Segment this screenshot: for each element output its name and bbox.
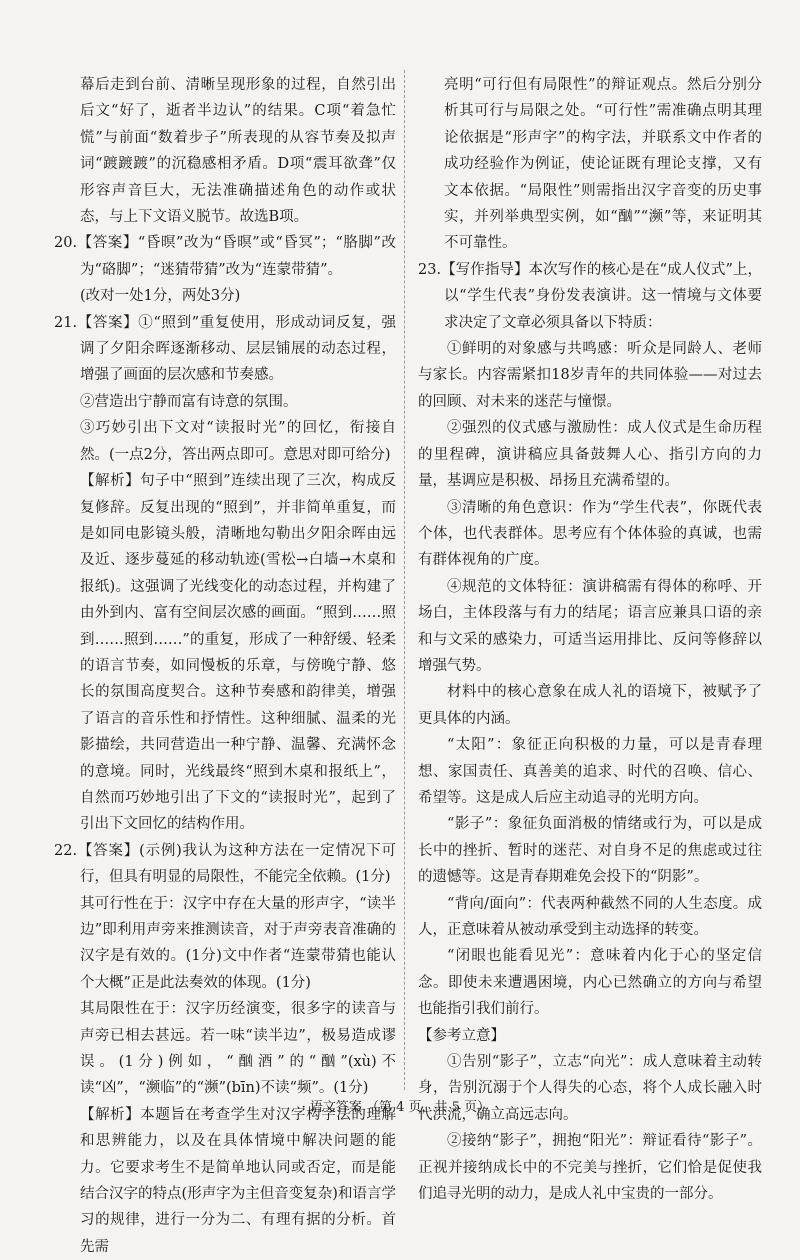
right-column-paragraph: “背向/面向”：代表两种截然不同的人生态度。成人，正意味着从被动承受到主动选择的转变。	[418, 895, 762, 938]
left-column-paragraph: 21.【答案】①“照到”重复使用，形成动词反复，强调了夕阳余晖逐渐移动、层层铺展的动态过程，增强了画面的层次感和节奏感。	[54, 314, 396, 384]
right-column-paragraph: 23.【写作指导】本次写作的核心是在“成人仪式”上，以“学生代表”身份发表演讲。这一情境与文体要求决定了文章必须具备以下特质：	[418, 261, 762, 331]
left-column-paragraph: 【解析】本题旨在考查学生对汉字构字法的理解和思辨能力，以及在具体情境中解决问题的能力。它要求考生不是简单地认同或否定，而是能结合汉字的特点(形声字为主但音变复杂)和语言学习的规律，进行一分为二、有理有据的分析。首先需	[80, 1106, 396, 1255]
left-column-paragraph: ③巧妙引出下文对“读报时光”的回忆，衔接自然。(一点2分，答出两点即可。意思对即可给分)	[80, 420, 396, 463]
right-column-paragraph: ④规范的文体特征：演讲稿需有得体的称呼、开场白，主体段落与有力的结尾；语言应兼具口语的亲和与文采的感染力，可适当运用排比、反问等修辞以增强气势。	[418, 578, 762, 674]
left-column	[54, 72, 396, 1255]
right-column-paragraph: ①告别“影子”，立志“向光”：成人意味着主动转身，告别沉溺于个人得失的心态，将个人成长融入时代洪流，确立高远志向。	[418, 1054, 762, 1123]
right-column-paragraph: “影子”：象征负面消极的情绪或行为，可以是成长中的挫折、暂时的迷茫、对自身不足的焦虑或过往的遗憾等。这是青春期难免会投下的“阴影”。	[418, 816, 762, 886]
left-column-paragraph: 22.【答案】(示例)我认为这种方法在一定情况下可行，但具有明显的局限性，不能完全依赖。(1分)	[54, 842, 396, 886]
left-column-paragraph: 20.【答案】“昏暝”改为“昏暝”或“昏冥”；“胳脚”改为“硌脚”；“迷猜带猜”改为“连蒙带猜”。	[54, 235, 396, 278]
right-column-paragraph: ①鲜明的对象感与共鸣感：听众是同龄人、老师与家长。内容需紧扣18岁青年的共同体验——对过去的回顾、对未来的迷茫与憧憬。	[418, 341, 762, 410]
left-column-paragraph: 幕后走到台前、清晰呈现形象的过程，自然引出后文“好了，逝者半边认”的结果。C项“着急忙慌”与前面“数着步子”所表现的从容节奏及拟声词“踱踱踱”的沉稳感相矛盾。D项“震耳欲聋”仅形容声音巨大，无法准确描述角色的动作或状态，与上下文语义脱节。故选B项。	[80, 77, 396, 226]
left-column-paragraph: 其局限性在于：汉字历经演变，很多字的读音与声旁已相去甚远。若一味“读半边”，极易造成谬误。(1分)例如，“酗酒”的“酗”(xù)不读“凶”，“濒临”的“濒”(bīn)不读“频”。(1分)	[80, 1001, 396, 1097]
right-column-paragraph: 亮明“可行但有局限性”的辩证观点。然后分别分析其可行与局限之处。“可行性”需准确点明其理论依据是“形声字”的构字法，并联系文中作者的成功经验作为例证，使论证既有理论支撑，又有文本依据。“局限性”则需指出汉字音变的历史事实，并列举典型实例，如“酗”“濒”等，来证明其不可靠性。	[444, 77, 762, 252]
left-column-paragraph: 其可行性在于：汉字中存在大量的形声字，“读半边”即利用声旁来推测读音，对于声旁表音准确的汉字是有效的。(1分)文中作者“连蒙带猜也能认个大概”正是此法奏效的体现。(1分)	[80, 895, 396, 991]
right-column-paragraph: “太阳”：象征正向积极的力量，可以是青春理想、家国责任、真善美的追求、时代的召唤、信心、希望等。这是成人后应主动追寻的光明方向。	[418, 737, 762, 806]
column-divider	[404, 70, 405, 1090]
right-column-paragraph: “闭眼也能看见光”：意味着内化于心的坚定信念。即使未来遭遇困境，内心已然确立的方向与希望也能指引我们前行。	[418, 948, 762, 1018]
left-column-paragraph: ②营造出宁静而富有诗意的氛围。	[80, 393, 298, 410]
right-column-paragraph: ③清晰的角色意识：作为“学生代表”，你既代表个体，也代表群体。思考应有个体体验的真诚，也需有群体视角的广度。	[418, 499, 762, 569]
right-column-paragraph: ②接纳“影子”，拥抱“阳光”：辩证看待“影子”。正视并接纳成长中的不完美与挫折，它们恰是促使我们追寻光明的动力，是成人礼中宝贵的一部分。	[418, 1133, 762, 1203]
page-footer: · 语文答案 （第 4 页，共 5 页） ·	[301, 1100, 499, 1115]
right-column-paragraph: 材料中的核心意象在成人礼的语境下，被赋予了更具体的内涵。	[418, 684, 762, 727]
left-column-paragraph: 【解析】句子中“照到”连续出现了三次，构成反复修辞。反复出现的“照到”，并非简单重复，而是如同电影镜头般，清晰地勾勒出夕阳余晖由远及近、逐步蔓延的移动轨迹(雪松→白墙→木桌和报纸)。这强调了光线变化的动态过程，并构建了由外到内、富有空间层次感的画面。“照到……照到……照到……”的重复，形成了一种舒缓、轻柔的语言节奏，如同慢板的乐章，与傍晚宁静、悠长的氛围高度契合。这种节奏感和韵律美，增强了语言的音乐性和抒情性。这种细腻、温柔的光影描绘，共同营造出一种宁静、温馨、充满怀念的意境。同时，光线最终“照到木桌和报纸上”，自然而巧妙地引出了下文的“读报时光”，起到了引出下文回忆的结构作用。	[80, 473, 396, 833]
left-column-paragraph: (改对一处1分，两处3分)	[80, 288, 241, 305]
right-column-paragraph: ②强烈的仪式感与激励性：成人仪式是生命历程的里程碑，演讲稿应具备鼓舞人心、指引方向的力量，基调应是积极、昂扬且充满希望的。	[418, 420, 762, 490]
right-column-paragraph: 【参考立意】	[418, 1027, 505, 1044]
right-column	[418, 72, 762, 1203]
